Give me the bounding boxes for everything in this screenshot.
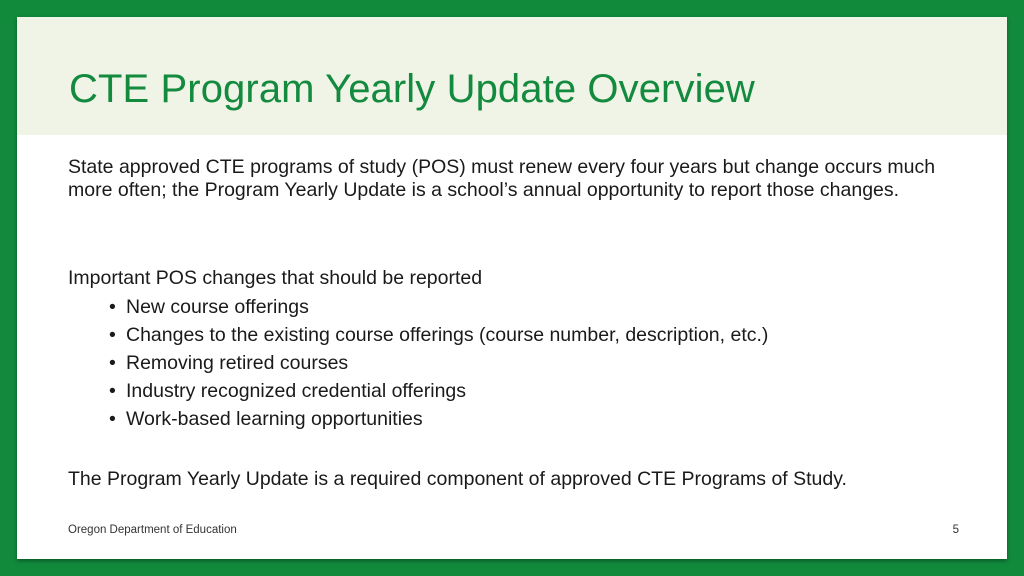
bullet-icon: • bbox=[109, 408, 116, 430]
list-item-text: Changes to the existing course offerings (course number, description, etc.) bbox=[126, 324, 769, 346]
list-item-text: Industry recognized credential offerings bbox=[126, 380, 467, 402]
bullet-icon: • bbox=[109, 324, 116, 346]
intro-paragraph: State approved CTE programs of study (POS) must renew every four years but change occurs much more often; the Program Yearly Update is a school’s annual opportunity to report those changes. bbox=[68, 156, 936, 201]
title-band bbox=[17, 17, 1007, 135]
slide-title: CTE Program Yearly Update Overview bbox=[69, 67, 755, 111]
list-item bbox=[109, 377, 768, 405]
list-item-text: New course offerings bbox=[126, 296, 309, 318]
list-item bbox=[109, 321, 768, 349]
closing-statement: The Program Yearly Update is a required component of approved CTE Programs of Study. bbox=[68, 468, 847, 490]
list-item bbox=[109, 349, 768, 377]
bullet-icon: • bbox=[109, 296, 116, 318]
bullet-icon: • bbox=[109, 352, 116, 374]
list-item bbox=[109, 405, 768, 433]
bullet-icon: • bbox=[109, 380, 116, 402]
slide bbox=[17, 17, 1007, 559]
footer-organization: Oregon Department of Education bbox=[68, 524, 237, 536]
list-item-text: Work-based learning opportunities bbox=[126, 408, 423, 430]
list-item bbox=[109, 293, 768, 321]
changes-list bbox=[109, 293, 768, 433]
page-number: 5 bbox=[952, 524, 959, 536]
changes-heading: Important POS changes that should be reported bbox=[68, 267, 483, 289]
list-item-text: Removing retired courses bbox=[126, 352, 349, 374]
